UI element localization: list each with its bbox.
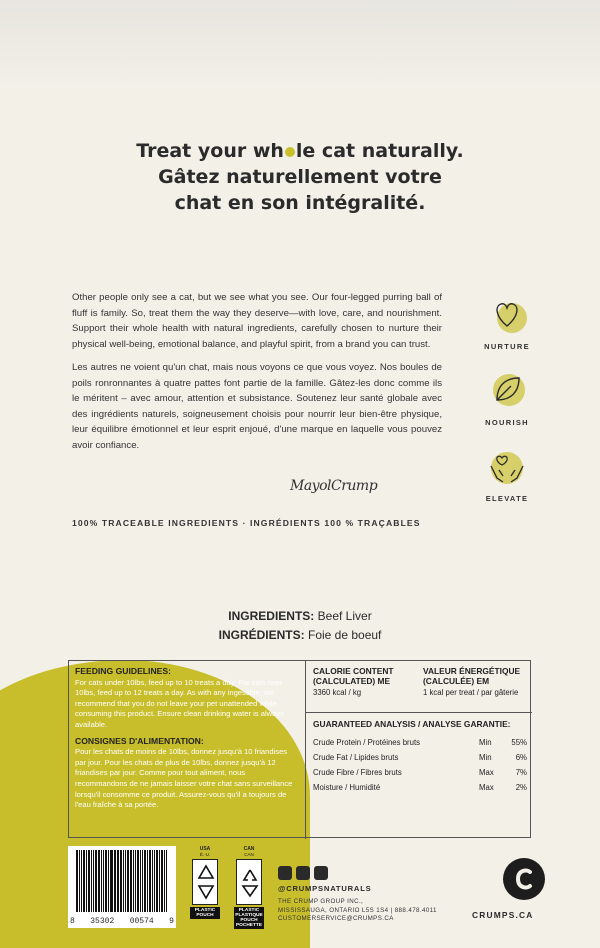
ingredients-fr — [0, 626, 600, 645]
calorie-title-en: CALORIE CONTENT (CALCULATED) ME — [313, 666, 394, 686]
analysis-row — [313, 765, 527, 780]
ingredients-fr-value: Foie de boeuf — [307, 628, 382, 642]
analysis-percent: 55% — [511, 738, 527, 747]
website: CRUMPS.CA — [472, 910, 534, 920]
pillar-label: NOURISH — [485, 418, 529, 427]
ingredients-en-value: Beef Liver — [317, 609, 372, 623]
recycle-label-can — [232, 846, 266, 928]
recycle-icon — [192, 859, 218, 905]
guaranteed-analysis — [313, 719, 527, 795]
headline-en-part2: le cat naturally. — [295, 140, 464, 162]
panel-divider — [305, 661, 306, 839]
story-fr: Les autres ne voient qu'un chat, mais nous voyons ce que vous voyez. Nos boules de poils ronronnantes à quatre pattes font partie de la famille. Gâtez-les donc comme ils le méritent – avec amour, attention et subsistance. Soutenez leur santé globale avec des ingrédients naturels, soigneusement choisis pour nourrir leur bien-être physique, leur équilibre émotionnel et leur esprit enjoué, d'une marque en laquelle vous pouvez avoir confiance. — [72, 362, 442, 451]
feeding-title-fr: CONSIGNES D'ALIMENTATION: — [75, 735, 204, 746]
headline-en-part1: Treat your wh — [136, 140, 284, 162]
barcode-digit: 9 — [169, 917, 174, 926]
barcode — [68, 846, 176, 928]
recycle-pouch: PLASTIC PLASTIQUE POUCH POCHETTE — [235, 908, 263, 928]
crumps-logo-icon — [503, 858, 545, 900]
instagram-icon[interactable] — [278, 866, 292, 880]
dot-icon — [285, 147, 295, 157]
pillar-nourish — [472, 368, 542, 427]
feeding-guidelines — [75, 666, 299, 811]
analysis-qualifier: Min — [479, 738, 492, 747]
story-en: Other people only see a cat, but we see what you see. Our four-legged purring ball of fluff is family. So, treat them the way they deserve—with love, care, and nourishment. Support their whole health with natural ingredients, carefully chosen to nurture their physical well-being, emotional balance, and playful spirit, from a brand you can trust. — [72, 292, 442, 350]
recycle-pouch: PLASTIC POUCH — [190, 907, 220, 919]
analysis-name: Crude Fat / Lipides bruts — [313, 753, 399, 762]
headline-en — [0, 138, 600, 164]
recycle-label-usa — [188, 846, 222, 928]
recycle-region: CAN — [243, 846, 255, 852]
ingredients — [0, 607, 600, 645]
recycle-sub: É.-U. — [199, 852, 211, 857]
analysis-percent: 2% — [515, 783, 527, 792]
heart-icon — [485, 292, 529, 336]
brand-story — [72, 290, 442, 453]
analysis-row — [313, 780, 527, 795]
analysis-qualifier: Min — [479, 753, 492, 762]
barcode-digit: 8 — [70, 917, 75, 926]
headline-fr-line2: chat en son intégralité. — [174, 192, 426, 214]
feeding-text-en: For cats under 10lbs, feed up to 10 treats a day. For cats over 10lbs, feed up to 12 treats a day. As with any ingestible, we recommend that you do not leave your pet unattended while consuming this product. Ensure clean drinking water is always available. — [75, 677, 284, 729]
address-line: THE CRUMP GROUP INC., — [278, 898, 364, 905]
address-line: CUSTOMERSERVICE@CRUMPS.CA — [278, 915, 394, 922]
ingredients-fr-label: INGRÉDIENTS: — [218, 628, 305, 642]
analysis-title: GUARANTEED ANALYSIS / ANALYSE GARANTIE: — [313, 719, 511, 729]
facebook-icon[interactable] — [296, 866, 310, 880]
analysis-percent: 7% — [515, 768, 527, 777]
headline-fr-line1: Gâtez naturellement votre — [158, 166, 442, 188]
barcode-digits — [68, 917, 176, 926]
recycle-icon — [236, 859, 262, 905]
company-address — [278, 898, 437, 924]
address-line: MISSISSAUGA, ONTARIO L5S 1S4 | 888.478.4011 — [278, 906, 437, 914]
barcode-bars — [76, 850, 168, 912]
tiktok-icon[interactable] — [314, 866, 328, 880]
pillar-nurture — [472, 292, 542, 351]
social-handle: @CRUMPSNATURALS — [278, 884, 372, 893]
analysis-name: Moisture / Humidité — [313, 783, 381, 792]
recycle-sub: CAN — [244, 852, 254, 857]
pillar-label: NURTURE — [484, 342, 530, 351]
nutrition-panel — [68, 660, 531, 838]
ingredients-en — [0, 607, 600, 626]
panel-divider — [305, 712, 532, 713]
calorie-value-fr: 1 kcal per treat / par gâterie — [423, 688, 519, 697]
traceable-claim: 100% TRACEABLE INGREDIENTS · INGRÉDIENTS 100 % TRAÇABLES — [72, 518, 421, 528]
barcode-digit: 00574 — [129, 917, 154, 926]
analysis-qualifier: Max — [479, 768, 494, 777]
calorie-content — [313, 666, 527, 697]
calorie-title-fr: VALEUR ÉNERGÉTIQUE (CALCULÉE) EM — [423, 666, 521, 686]
pillar-label: ELEVATE — [485, 494, 529, 503]
analysis-row — [313, 735, 527, 750]
feeding-text-fr: Pour les chats de moins de 10lbs, donnez jusqu'à 10 friandises par jour. Pour les chats de plus de 10lbs, donnez jusqu'à 12 friandises par jour. Comme pour tout aliment, nous recommandons de ne jamais laisser votre chat sans surveillance lorsqu'il consomme ce produit. Assurez-vous qu'il a toujours de l'eau fraîche à sa portée. — [75, 747, 293, 810]
hands-heart-icon — [485, 444, 529, 488]
analysis-row — [313, 750, 527, 765]
analysis-name: Crude Protein / Protéines bruts — [313, 738, 421, 747]
analysis-percent: 6% — [515, 753, 527, 762]
social-icons — [278, 866, 328, 880]
signature: MayolCrump — [290, 478, 378, 494]
ingredients-en-label: INGREDIENTS: — [228, 609, 315, 623]
analysis-qualifier: Max — [479, 783, 494, 792]
recycle-region: USA — [199, 846, 211, 852]
analysis-name: Crude Fibre / Fibres bruts — [313, 768, 402, 777]
barcode-digit: 35302 — [90, 917, 115, 926]
calorie-value-en: 3360 kcal / kg — [313, 688, 362, 697]
feeding-title-en: FEEDING GUIDELINES: — [75, 666, 171, 676]
pillar-elevate — [472, 444, 542, 503]
headline — [0, 138, 600, 216]
leaf-icon — [485, 368, 529, 412]
